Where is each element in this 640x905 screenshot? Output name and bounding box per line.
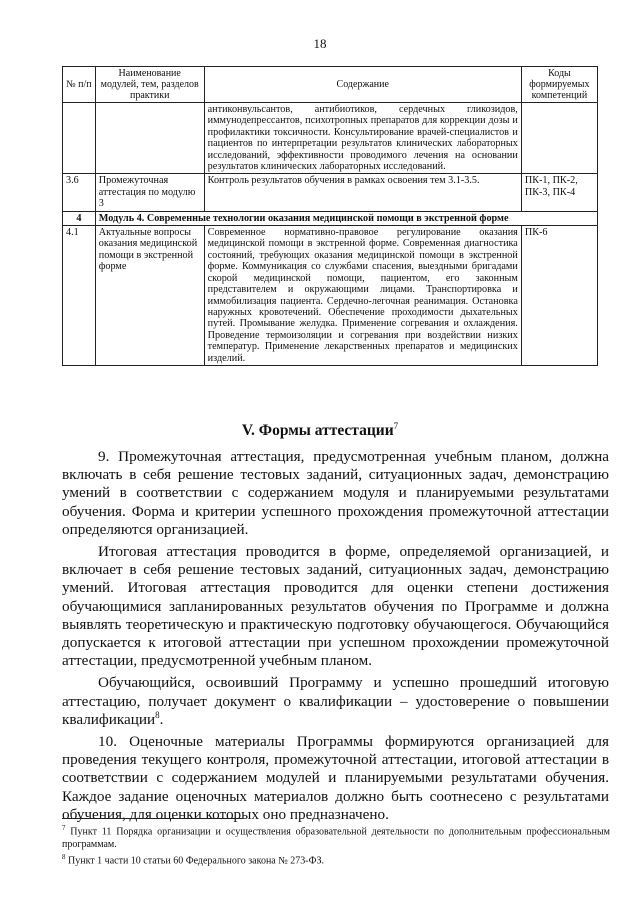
row-num bbox=[63, 103, 96, 174]
footnote bbox=[62, 851, 610, 868]
footnote-text: Пункт 11 Порядка организации и осуществления образовательной деятельности по дополнительным профессиональным программам. bbox=[62, 826, 610, 850]
table-row bbox=[63, 174, 598, 211]
footnote-mark: 8 bbox=[62, 853, 66, 862]
row-name bbox=[95, 103, 204, 174]
row-num: 4.1 bbox=[63, 226, 96, 366]
header-codes: Коды формируемых компетенций bbox=[521, 67, 597, 103]
footnote-ref: 7 bbox=[393, 421, 399, 431]
program-table bbox=[62, 66, 598, 366]
row-content: Современное нормативно-правовое регулирование оказания медицинской помощи в экстренной форме. Современная диагностика состояний, требующих оказания медицинской помощи в экстренной форме. Коммуникация со службами спасения, выездными бригадами скорой медицинской помощи, пациентом, его законным представителем и окружающими лицами. Транспортировка и иммобилизация пациента. Сердечно-легочная реанимация. Остановка наружных кровотечений. Обеспечение проходимости дыхательных путей. Промывание желудка. Применение согревания и охлаждения. Проведение термоизоляции и согревания при воздействии низких температур. Применение лекарственных препаратов и медицинских изделий. bbox=[204, 226, 521, 366]
footnote-ref: 8 bbox=[155, 709, 160, 720]
table-row bbox=[63, 226, 598, 366]
section-title: V. Формы аттестации bbox=[241, 422, 394, 440]
header-content: Содержание bbox=[204, 67, 521, 103]
row-content: Контроль результатов обучения в рамках освоения тем 3.1-3.5. bbox=[204, 174, 521, 211]
table-row bbox=[63, 103, 598, 174]
row-codes bbox=[521, 103, 597, 174]
row-num: 3.6 bbox=[63, 174, 96, 211]
row-content: антиконвульсантов, антибиотиков, сердечных гликозидов, иммунодепрессантов, психотропных препаратов для коррекции дозы и профилактики токсичности. Консультирование врачей-специалистов и пациентов по интерпретации результатов клинических лабораторных исследований, эффективности проводимого лечения на основании результатов клинических лабораторных исследований. bbox=[204, 103, 521, 174]
footnote bbox=[62, 822, 610, 851]
body-text bbox=[62, 448, 609, 828]
footnotes bbox=[62, 822, 610, 868]
paragraph: 9. Промежуточная аттестация, предусмотренная учебным планом, должна включать в себя решение тестовых заданий, ситуационных задач, демонстрацию умений в соответствии с содержанием модуля и планируемыми результатами обучения. Форма и критерии успешного прохождения промежуточной аттестации определяются организацией. bbox=[62, 448, 609, 538]
row-codes: ПК-6 bbox=[521, 226, 597, 366]
paragraph: Итоговая аттестация проводится в форме, определяемой организацией, и включает в себя решение тестовых заданий, ситуационных задач, демонстрацию умений. Итоговая аттестация проводится для оценки степени достижения обучающимися запланированных результатов обучения по Программе и должна выявлять теоретическую и практическую подготовку обучающегося. Обучающийся допускается к итоговой аттестации при успешном прохождении промежуточной аттестации, предусмотренной учебным планом. bbox=[62, 543, 609, 670]
section-heading bbox=[0, 421, 640, 440]
page-number: 18 bbox=[313, 36, 327, 51]
row-name: Промежуточная аттестация по модулю 3 bbox=[95, 174, 204, 211]
paragraph: 10. Оценочные материалы Программы формируются организацией для проведения текущего контроля, промежуточной аттестации, итоговой аттестации в соответствии с содержанием модулей и планируемыми результатами обучения. Каждое задание оценочных материалов должно быть соотнесено с результатами обучения, для оценки которых оно предназначено. bbox=[62, 733, 609, 823]
header-name: Наименование модулей, тем, разделов практики bbox=[95, 67, 204, 103]
paragraph-end: . bbox=[159, 710, 164, 728]
footnote-mark: 7 bbox=[62, 824, 66, 832]
paragraph bbox=[62, 674, 609, 729]
table-header-row bbox=[63, 67, 598, 103]
header-num: № п/п bbox=[63, 67, 96, 103]
module-title: Модуль 4. Современные технологии оказания медицинской помощи в экстренной форме bbox=[95, 211, 597, 225]
footnote-text: Пункт 1 части 10 статьи 60 Федерального закона № 273-ФЗ. bbox=[65, 855, 325, 867]
row-codes: ПК-1, ПК-2, ПК-3, ПК-4 bbox=[521, 174, 597, 211]
row-name: Актуальные вопросы оказания медицинской помощи в экстренной форме bbox=[95, 226, 204, 366]
paragraph-text: Обучающийся, освоивший Программу и успешно прошедший итоговую аттестацию, получает документ о квалификации – удостоверение о повышении квалификации bbox=[62, 674, 609, 728]
footnote-divider bbox=[62, 818, 242, 819]
module-num: 4 bbox=[63, 211, 96, 225]
module-row bbox=[63, 211, 598, 225]
